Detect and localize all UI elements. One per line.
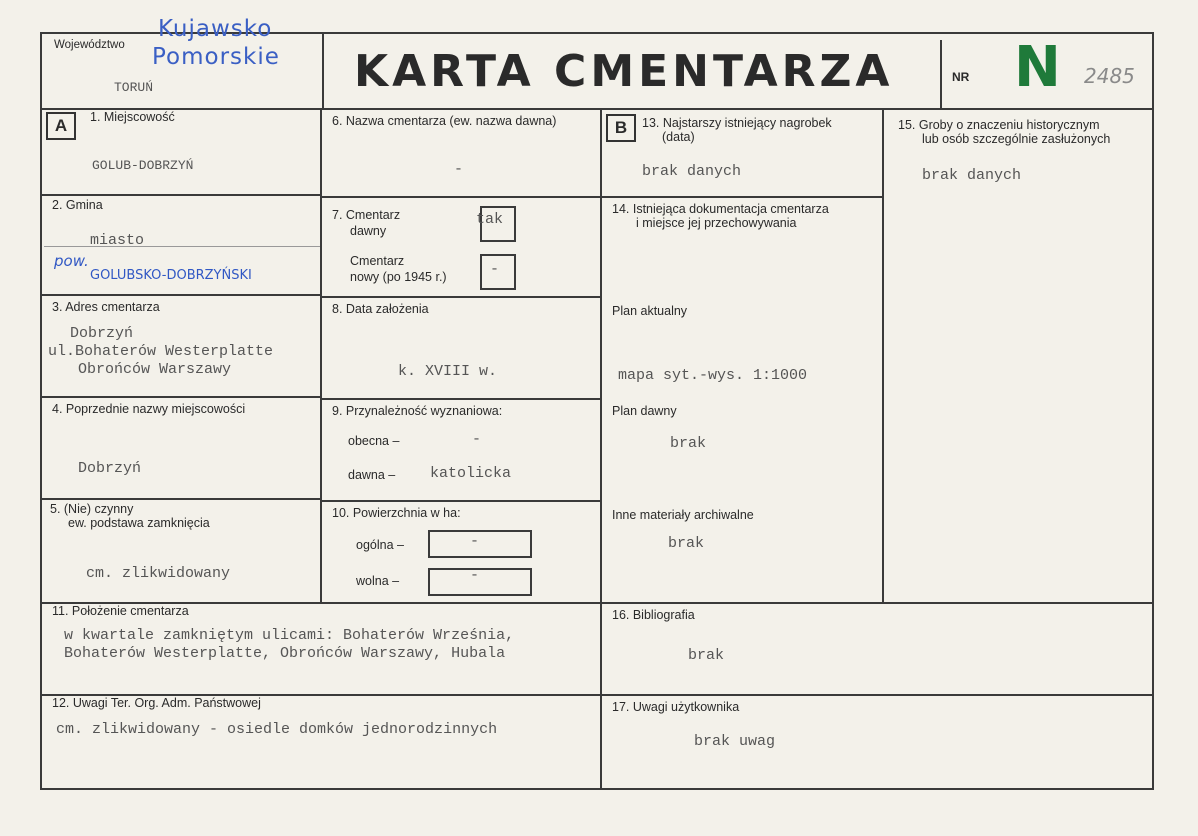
f9-dawna-label: dawna – [348, 468, 396, 482]
f10-ogolna-box [428, 530, 532, 558]
f7-label-2: dawny [350, 224, 387, 238]
wojewodztwo-value: TORUŃ [114, 80, 154, 95]
card-form [40, 16, 1154, 792]
row-a-3 [40, 396, 320, 398]
f5-value: cm. zlikwidowany [86, 565, 231, 582]
f9-obecna-label: obecna – [348, 434, 400, 448]
f4-label: 4. Poprzednie nazwy miejscowości [52, 402, 246, 416]
f7-label-1: 7. Cmentarz [332, 208, 401, 222]
row-b-3 [320, 398, 602, 400]
f10-wolna-label: wolna – [356, 574, 400, 588]
f9-obecna-value: - [472, 431, 482, 448]
header-divider [40, 108, 1154, 110]
f9-label: 9. Przynależność wyznaniowa: [332, 404, 503, 418]
f2-pow-value: GOLUBSKO-DOBRZYŃSKI [90, 268, 252, 283]
f10-ogolna-value: - [470, 533, 480, 550]
f2-value: miasto [90, 232, 145, 249]
f10-wolna-value: - [470, 567, 480, 584]
f5-label-2: ew. podstawa zamknięcia [68, 516, 210, 530]
col-divider-3 [882, 108, 884, 604]
row-b-2 [320, 296, 602, 298]
f5-label-1: 5. (Nie) czynny [50, 502, 134, 516]
f7-nowy-label-2: nowy (po 1945 r.) [350, 270, 447, 284]
f2-pow: pow. [54, 252, 89, 270]
row-a-2 [40, 294, 320, 296]
row-a-1 [40, 194, 320, 196]
header-split-1 [322, 32, 324, 108]
f16-label: 16. Bibliografia [612, 608, 695, 622]
plan-dawny-value: brak [670, 435, 707, 452]
f7-dawny-value: tak [476, 211, 504, 228]
f11-label: 11. Położenie cmentarza [52, 604, 189, 618]
border-bottom [40, 788, 1154, 790]
f17-value: brak uwag [694, 733, 776, 750]
f3-label: 3. Adres cmentarza [52, 300, 160, 314]
row-full-1 [40, 602, 1154, 604]
f9-dawna-value: katolicka [430, 465, 512, 482]
section-a-marker: A [46, 112, 76, 140]
border-left [40, 32, 42, 790]
f14-label-2: i miejsce jej przechowywania [636, 216, 797, 230]
f3-line-2: ul.Bohaterów Westerplatte [48, 343, 274, 360]
f14-label-1: 14. Istniejąca dokumentacja cmentarza [612, 202, 829, 216]
f11-line-1: w kwartale zamkniętym ulicami: Bohaterów Września, [64, 627, 515, 644]
f7-nowy-value: - [490, 261, 500, 278]
f15-label-2: lub osób szczególnie zasłużonych [922, 132, 1111, 146]
f13-value: brak danych [642, 163, 742, 180]
plan-dawny-label: Plan dawny [612, 404, 677, 418]
f13-label-2: (data) [662, 130, 695, 144]
row-a-4 [40, 498, 320, 500]
inne-value: brak [668, 535, 705, 552]
f17-label: 17. Uwagi użytkownika [612, 700, 740, 714]
row-b-1 [320, 196, 602, 198]
f6-value: - [454, 161, 464, 178]
f1-value: GOLUB-DOBRZYŃ [92, 158, 194, 173]
gmina-subline [44, 246, 320, 247]
f15-value: brak danych [922, 167, 1022, 184]
nr-label: NR [952, 70, 970, 84]
f10-wolna-box [428, 568, 532, 596]
f6-label: 6. Nazwa cmentarza (ew. nazwa dawna) [332, 114, 557, 128]
f1-label: 1. Miejscowość [90, 110, 175, 124]
f4-value: Dobrzyń [78, 460, 142, 477]
f8-value: k. XVIII w. [398, 363, 498, 380]
f8-label: 8. Data założenia [332, 302, 429, 316]
row-c-1 [600, 196, 884, 198]
f7-nowy-label-1: Cmentarz [350, 254, 405, 268]
f12-value: cm. zlikwidowany - osiedle domków jednorodzinnych [56, 721, 498, 738]
nr-letter: N [1014, 35, 1061, 100]
plan-aktualny-value: mapa syt.-wys. 1:1000 [618, 367, 808, 384]
f10-ogolna-label: ogólna – [356, 538, 404, 552]
stamp-line-1: Kujawsko [158, 16, 273, 42]
f16-value: brak [688, 647, 725, 664]
header-split-2 [940, 40, 942, 108]
inne-label: Inne materiały archiwalne [612, 508, 754, 522]
plan-aktualny-label: Plan aktualny [612, 304, 688, 318]
f10-label: 10. Powierzchnia w ha: [332, 506, 461, 520]
f3-line-3: Obrońców Warszawy [78, 361, 232, 378]
f15-label-1: 15. Groby o znaczeniu historycznym [898, 118, 1100, 132]
f11-line-2: Bohaterów Westerplatte, Obrońców Warszawy, Hubala [64, 645, 506, 662]
border-right [1152, 32, 1154, 790]
card-title: KARTA CMENTARZA [354, 46, 894, 97]
wojewodztwo-label: Województwo [54, 39, 125, 51]
f2-label: 2. Gmina [52, 198, 103, 212]
f12-label: 12. Uwagi Ter. Org. Adm. Państwowej [52, 696, 261, 710]
f13-label-1: 13. Najstarszy istniejący nagrobek [642, 116, 832, 130]
section-b-marker: B [606, 114, 636, 142]
col-divider-1 [320, 108, 322, 604]
f3-line-1: Dobrzyń [70, 325, 134, 342]
stamp-line-2: Pomorskie [152, 44, 280, 70]
col-divider-2 [600, 108, 602, 788]
nr-handwritten: 2485 [1084, 64, 1135, 88]
row-b-4 [320, 500, 602, 502]
